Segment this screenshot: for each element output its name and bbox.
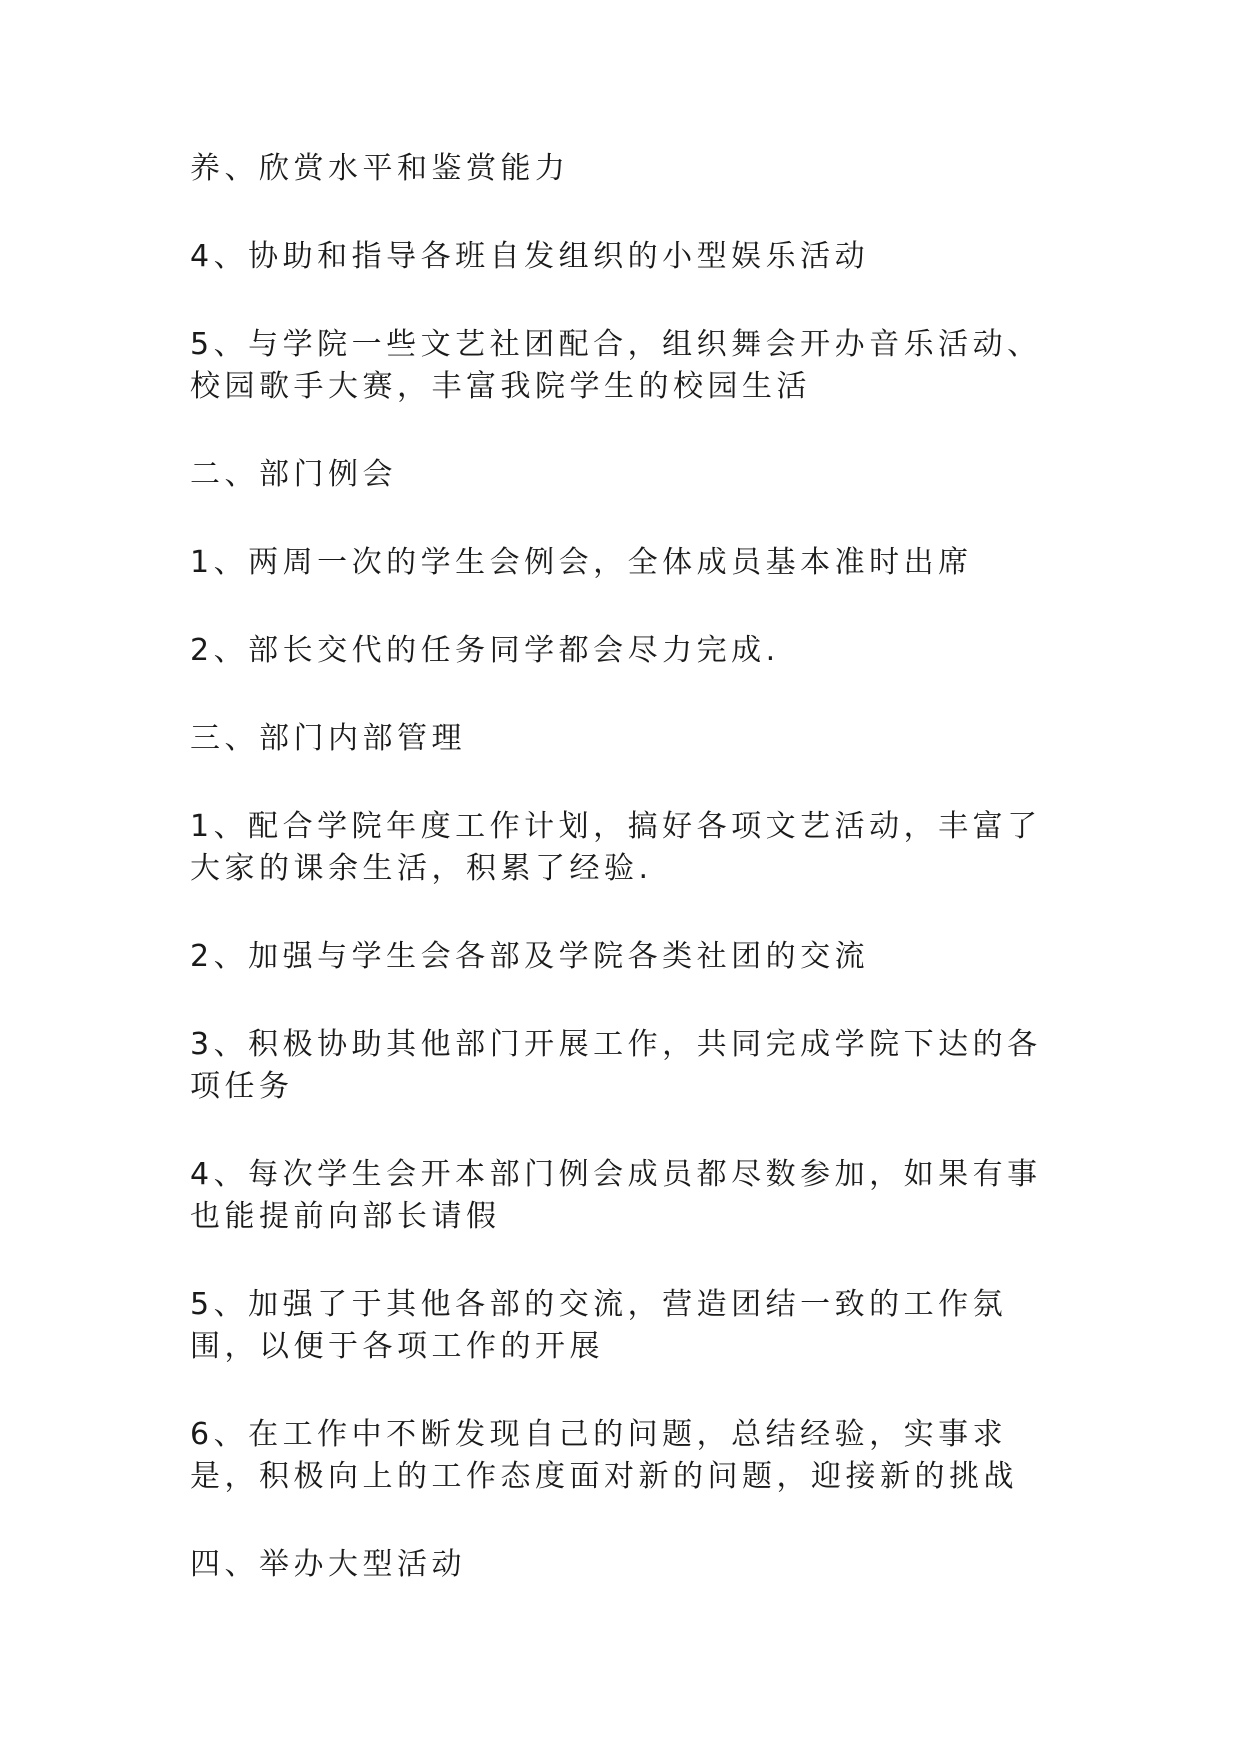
document-body	[190, 148, 1050, 1586]
list-item: 1、配合学院年度工作计划，搞好各项文艺活动，丰富了大家的课余生活，积累了经验.	[190, 809, 1042, 886]
list-item: 6、在工作中不断发现自己的问题，总结经验，实事求是，积极向上的工作态度面对新的问题，迎接新的挑战	[190, 1417, 1018, 1494]
list-item: 4、每次学生会开本部门例会成员都尽数参加，如果有事也能提前向部长请假	[190, 1157, 1042, 1234]
list-item: 5、与学院一些文艺社团配合，组织舞会开办音乐活动、校园歌手大赛，丰富我院学生的校园生活	[190, 327, 1042, 404]
section-heading: 四、举办大型活动	[190, 1547, 466, 1582]
list-item: 3、积极协助其他部门开展工作，共同完成学院下达的各项任务	[190, 1027, 1042, 1104]
section-heading: 三、部门内部管理	[190, 721, 466, 756]
list-item: 2、部长交代的任务同学都会尽力完成.	[190, 633, 780, 668]
paragraph-continuation: 养、欣赏水平和鉴赏能力	[190, 151, 570, 186]
list-item: 1、两周一次的学生会例会，全体成员基本准时出席	[190, 545, 973, 580]
list-item: 4、协助和指导各班自发组织的小型娱乐活动	[190, 239, 870, 274]
section-heading: 二、部门例会	[190, 457, 397, 492]
list-item: 5、加强了于其他各部的交流，营造团结一致的工作氛围，以便于各项工作的开展	[190, 1287, 1008, 1364]
list-item: 2、加强与学生会各部及学院各类社团的交流	[190, 939, 870, 974]
